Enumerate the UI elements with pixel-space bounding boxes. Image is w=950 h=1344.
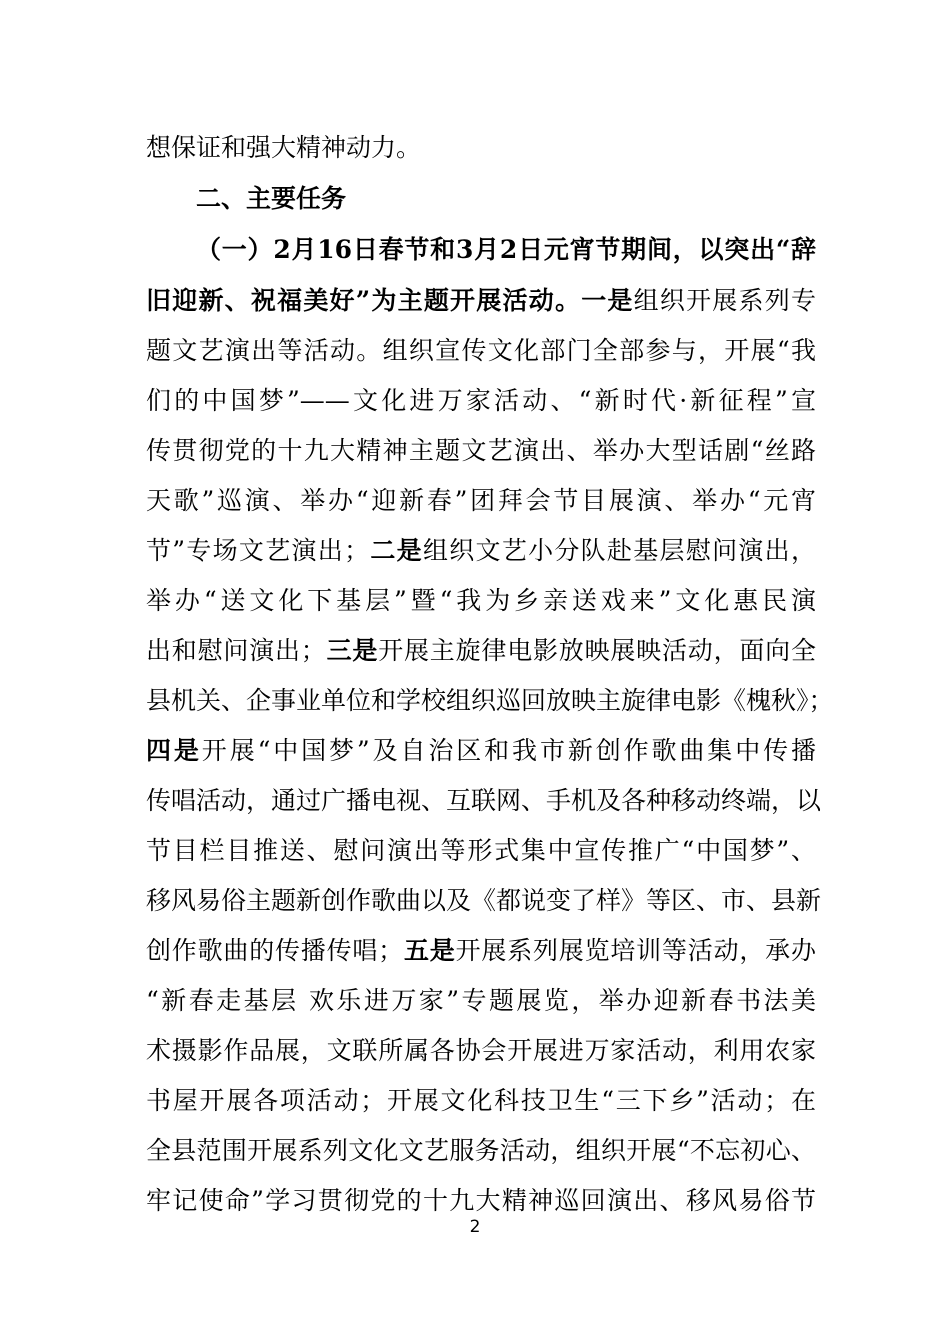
- body-line: 旧迎新、祝福美好”为主题开展活动。一是组织开展系列专: [146, 286, 816, 315]
- body-line: 出和慰问演出；三是开展主旋律电影放映展映活动，面向全: [146, 636, 816, 665]
- body-line: 传贯彻党的十九大精神主题文艺演出、举办大型话剧“丝路: [146, 436, 816, 465]
- body-line: 全县范围开展系列文化文艺服务活动，组织开展“不忘初心、: [146, 1136, 816, 1165]
- body-line: 创作歌曲的传播传唱；五是开展系列展览培训等活动，承办: [146, 936, 816, 965]
- body-line: 题文艺演出等活动。组织宣传文化部门全部参与，开展“我: [146, 336, 816, 365]
- subsection-heading-line: （一）2月16日春节和3月2日元宵节期间，以突出“辞: [196, 235, 816, 264]
- page-number: 2: [469, 1217, 481, 1237]
- section-heading: 二、主要任务: [196, 184, 347, 213]
- body-line: 术摄影作品展，文联所属各协会开展进万家活动，利用农家: [146, 1036, 816, 1065]
- body-line: 们的中国梦”——文化进万家活动、“新时代·新征程”宣: [146, 386, 816, 415]
- body-line: 节目栏目推送、慰问演出等形式集中宣传推广“中国梦”、: [146, 836, 816, 865]
- body-line: 想保证和强大精神动力。: [146, 133, 422, 162]
- body-line: 移风易俗主题新创作歌曲以及《都说变了样》等区、市、县新: [146, 886, 822, 915]
- body-line: 牢记使命”学习贯彻党的十九大精神巡回演出、移风易俗节: [146, 1186, 816, 1215]
- body-line: 节”专场文艺演出；二是组织文艺小分队赴基层慰问演出，: [146, 536, 816, 565]
- body-line: 传唱活动，通过广播电视、互联网、手机及各种移动终端，以: [146, 786, 822, 815]
- body-line: 四是开展“中国梦”及自治区和我市新创作歌曲集中传播: [146, 736, 816, 765]
- body-line: 县机关、企事业单位和学校组织巡回放映主旋律电影《槐秋》；: [146, 686, 834, 715]
- body-line: “新春走基层 欢乐进万家”专题展览，举办迎新春书法美: [146, 986, 816, 1015]
- body-line: 举办“送文化下基层”暨“我为乡亲送戏来”文化惠民演: [146, 586, 816, 615]
- body-line: 书屋开展各项活动；开展文化科技卫生“三下乡”活动；在: [146, 1086, 816, 1115]
- body-line: 天歌”巡演、举办“迎新春”团拜会节目展演、举办“元宵: [146, 486, 816, 515]
